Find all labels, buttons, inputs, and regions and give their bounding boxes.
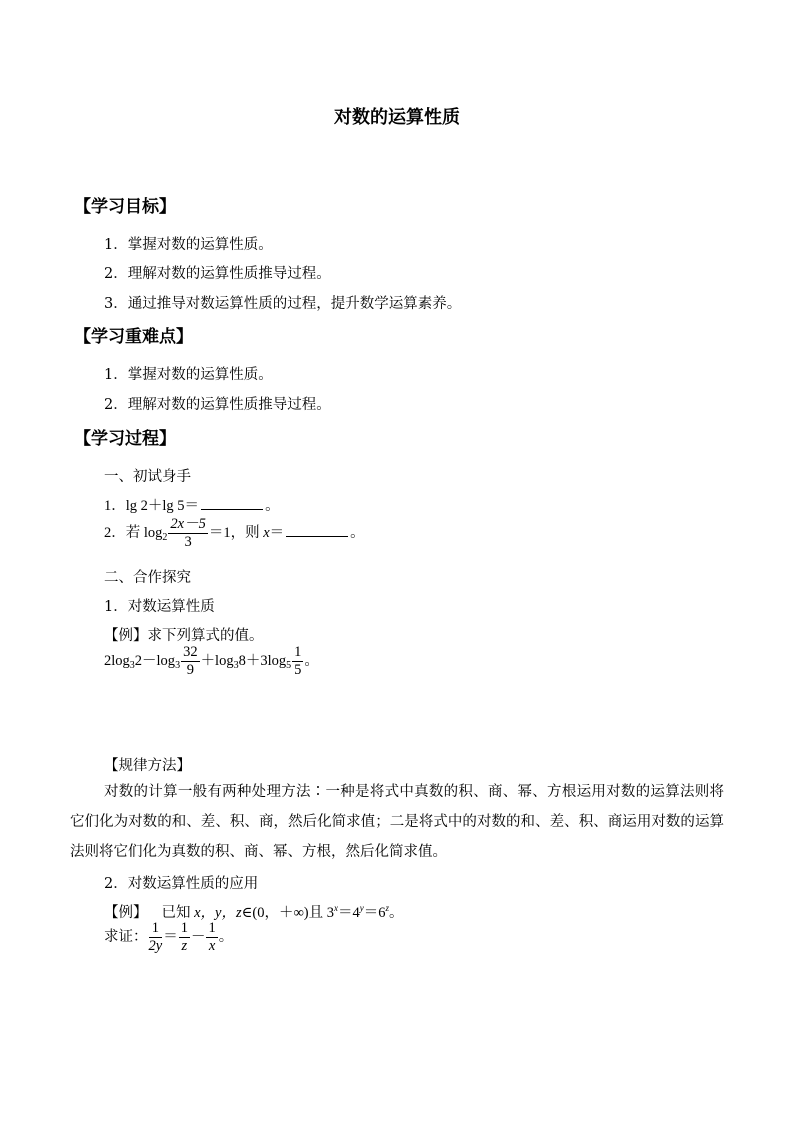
question-2-mid: ＝1，则 xyxy=(208,524,264,541)
example-2-pre: 已知 xyxy=(161,905,195,921)
example-text: 求下列算式的值。 xyxy=(147,628,264,644)
process-heading: 【学习过程】 xyxy=(74,429,176,449)
fraction xyxy=(168,516,207,551)
keypoint-item-1: 1．掌握对数的运算性质。 xyxy=(104,367,273,383)
fraction-numerator: 1 xyxy=(180,920,188,936)
answer-blank-2 xyxy=(286,524,348,537)
subsection-properties: 1．对数运算性质 xyxy=(104,599,215,615)
fraction-denominator: 5 xyxy=(294,662,302,678)
log-base: 3 xyxy=(129,659,135,671)
example-2-vars: x，y，z xyxy=(194,905,242,921)
fraction xyxy=(179,920,190,955)
fraction-numerator: 32 xyxy=(183,644,198,660)
subsection-application: 2．对数运算性质的应用 xyxy=(104,876,259,892)
objective-item-1: 1．掌握对数的运算性质。 xyxy=(104,237,273,253)
proof-minus: － xyxy=(190,928,206,945)
proof-eq: ＝ xyxy=(163,928,178,945)
fraction xyxy=(292,644,303,679)
expr-end: 。 xyxy=(304,652,319,669)
exponent: z xyxy=(385,903,390,913)
expr-term-2: 2－log xyxy=(134,652,176,669)
example-2-eq2: ＝6 xyxy=(363,905,386,921)
question-2-prefix: 2．若 log xyxy=(104,524,163,541)
keypoints-heading: 【学习重难点】 xyxy=(74,327,193,347)
method-heading: 【规律方法】 xyxy=(104,758,191,774)
example-2-range: ∈(0，＋∞)且 3 xyxy=(241,905,334,921)
log-base: 2 xyxy=(162,531,168,543)
example-label: 【例】 xyxy=(104,905,148,921)
fraction-denominator: x xyxy=(208,938,216,954)
proof-end: 。 xyxy=(218,928,234,945)
equals-sign: ＝ xyxy=(269,524,285,541)
fraction-numerator: 1 xyxy=(149,920,163,938)
fraction-denominator: 3 xyxy=(184,534,192,550)
expr-term-3: ＋log xyxy=(200,652,234,669)
section-cooperate: 二、合作探究 xyxy=(104,570,191,586)
example-1-expression xyxy=(104,644,319,679)
log-base: 5 xyxy=(286,659,292,671)
section-trial: 一、初试身手 xyxy=(104,469,191,485)
fraction-denominator: 9 xyxy=(186,662,194,678)
example-2-eq1: ＝4 xyxy=(338,905,360,921)
keypoint-item-2: 2．理解对数的运算性质推导过程。 xyxy=(104,397,331,413)
fraction xyxy=(149,920,163,955)
exponent: y xyxy=(359,903,364,913)
objective-item-3: 3．通过推导对数运算性质的过程，提升数学运算素养。 xyxy=(104,296,462,312)
question-2-suffix: 。 xyxy=(350,524,365,541)
method-paragraph: 对数的计算一般有两种处理方法∶一种是将式中真数的积、商、幂、方根运用对数的运算法则将它们化为对数的和、差、积、商，然后化简求值；二是将式中的对数的和、差、积、商运用对数的运算法则将它们化为真数的积、商、幂、方根，然后化简求值。 xyxy=(70,784,724,860)
fraction-denominator: 2y xyxy=(148,938,163,954)
objectives-heading: 【学习目标】 xyxy=(74,197,176,217)
question-1 xyxy=(104,494,280,515)
example-label: 【例】 xyxy=(104,628,148,644)
proof-label: 求证： xyxy=(104,928,148,945)
example-2 xyxy=(104,901,404,922)
exponent: x xyxy=(334,903,338,913)
fraction-numerator: 2x－5 xyxy=(170,516,206,532)
answer-blank-1 xyxy=(201,497,263,510)
log-base: 3 xyxy=(175,659,181,671)
expr-term-1: 2log xyxy=(104,652,130,669)
question-1-suffix: 。 xyxy=(265,498,280,514)
fraction-denominator: z xyxy=(181,938,188,954)
question-1-text: 1．lg 2＋lg 5＝ xyxy=(104,498,200,514)
fraction xyxy=(181,644,200,679)
example-1 xyxy=(104,624,264,645)
log-base: 3 xyxy=(233,659,239,671)
example-2-end: 。 xyxy=(389,905,404,921)
objective-item-2: 2．理解对数的运算性质推导过程。 xyxy=(104,266,331,282)
question-2 xyxy=(104,516,365,551)
fraction-numerator: 1 xyxy=(294,644,302,660)
page-title: 对数的运算性质 xyxy=(334,107,460,128)
variable-x: x xyxy=(263,524,270,541)
fraction xyxy=(206,920,217,955)
expr-term-4: 8＋3log xyxy=(238,652,287,669)
fraction-numerator: 1 xyxy=(208,920,216,936)
proof-statement xyxy=(104,920,233,955)
